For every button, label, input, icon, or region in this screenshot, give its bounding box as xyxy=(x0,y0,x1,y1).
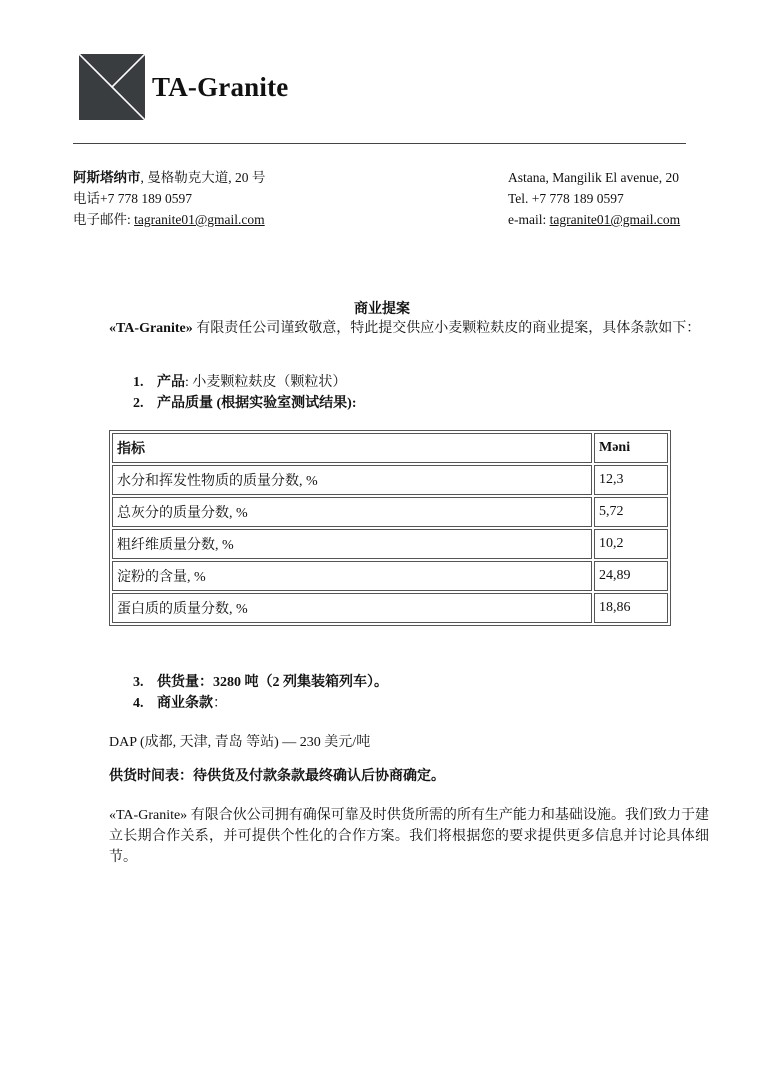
list-item-terms xyxy=(133,693,388,714)
city-name: 阿斯塔纳市 xyxy=(73,170,141,185)
list-number: 4. xyxy=(133,696,144,711)
list-number: 3. xyxy=(133,675,144,690)
address-right-line1: Astana, Mangilik El avenue, 20 xyxy=(508,170,679,185)
list-number: 2. xyxy=(133,396,144,411)
table-header-value: Məni xyxy=(594,433,668,463)
list-item-product xyxy=(133,372,357,393)
email-label-left: 电子邮件: xyxy=(73,212,135,227)
price-line: DAP (成都, 天津, 青岛 等站) — 230 美元/吨 xyxy=(109,735,371,750)
table-cell: 蛋白质的质量分数, % xyxy=(112,593,592,623)
address-right xyxy=(508,167,680,230)
terms-list-top xyxy=(133,372,357,414)
table-cell: 水分和挥发性物质的质量分数, % xyxy=(112,465,592,495)
table-row xyxy=(112,593,668,623)
email-link-right[interactable]: tagranite01@gmail.com xyxy=(549,212,681,227)
terms-list-bottom xyxy=(133,672,388,714)
closing-paragraph: «TA-Granite» 有限合伙公司拥有确保可靠及时供货所需的所有生产能力和基础设施。我们致力于建立长期合作关系，并可提供个性化的合作方案。我们将根据您的要求提供更多信息并讨论具体细节。 xyxy=(109,808,709,865)
document-title: 商业提案 xyxy=(354,302,410,317)
list-item-volume xyxy=(133,672,388,693)
list-item-quality xyxy=(133,393,357,414)
table-cell: 18,86 xyxy=(594,593,668,623)
company-name: TA-Granite xyxy=(152,72,289,102)
table-cell: 24,89 xyxy=(594,561,668,591)
table-header-row xyxy=(112,433,668,463)
list-label: 产品质量 (根据实验室测试结果): xyxy=(157,396,357,411)
intro-text: 有限责任公司谨致敬意，特此提交供应小麦颗粒麸皮的商业提案，具体条款如下： xyxy=(192,321,701,336)
table-cell: 总灰分的质量分数, % xyxy=(112,497,592,527)
table-row xyxy=(112,561,668,591)
list-text: : 小麦颗粒麸皮（颗粒状） xyxy=(185,375,347,390)
address-left xyxy=(73,167,265,230)
delivery-schedule: 供货时间表：待供货及付款条款最终确认后协商确定。 xyxy=(109,769,445,784)
street-address: , 曼格勒克大道, 20 号 xyxy=(140,170,266,185)
intro-paragraph xyxy=(109,318,709,339)
table-header-indicator: 指标 xyxy=(112,433,592,463)
table-cell: 粗纤维质量分数, % xyxy=(112,529,592,559)
company-logo-icon xyxy=(79,54,145,120)
table-cell: 5,72 xyxy=(594,497,668,527)
email-label-right: e-mail: xyxy=(508,212,550,227)
address-left-line1 xyxy=(73,167,265,188)
table-cell: 12,3 xyxy=(594,465,668,495)
table-row xyxy=(112,465,668,495)
phone-right: Tel. +7 778 189 0597 xyxy=(508,191,624,206)
table-row xyxy=(112,529,668,559)
email-right-line xyxy=(508,209,680,230)
phone-left: 电话+7 778 189 0597 xyxy=(73,191,192,206)
list-label: 产品 xyxy=(157,375,185,390)
header-divider xyxy=(73,143,686,144)
intro-company: «TA-Granite» xyxy=(109,321,193,336)
list-label: 商业条款 xyxy=(157,696,213,711)
table-cell: 10,2 xyxy=(594,529,668,559)
table-row xyxy=(112,497,668,527)
list-number: 1. xyxy=(133,375,144,390)
email-link-left[interactable]: tagranite01@gmail.com xyxy=(134,212,265,227)
list-label: 供货量：3280 吨（2 列集装箱列车）。 xyxy=(157,675,388,690)
list-text: ： xyxy=(213,696,227,711)
table-cell: 淀粉的含量, % xyxy=(112,561,592,591)
quality-table xyxy=(109,430,671,626)
email-left-line xyxy=(73,209,265,230)
